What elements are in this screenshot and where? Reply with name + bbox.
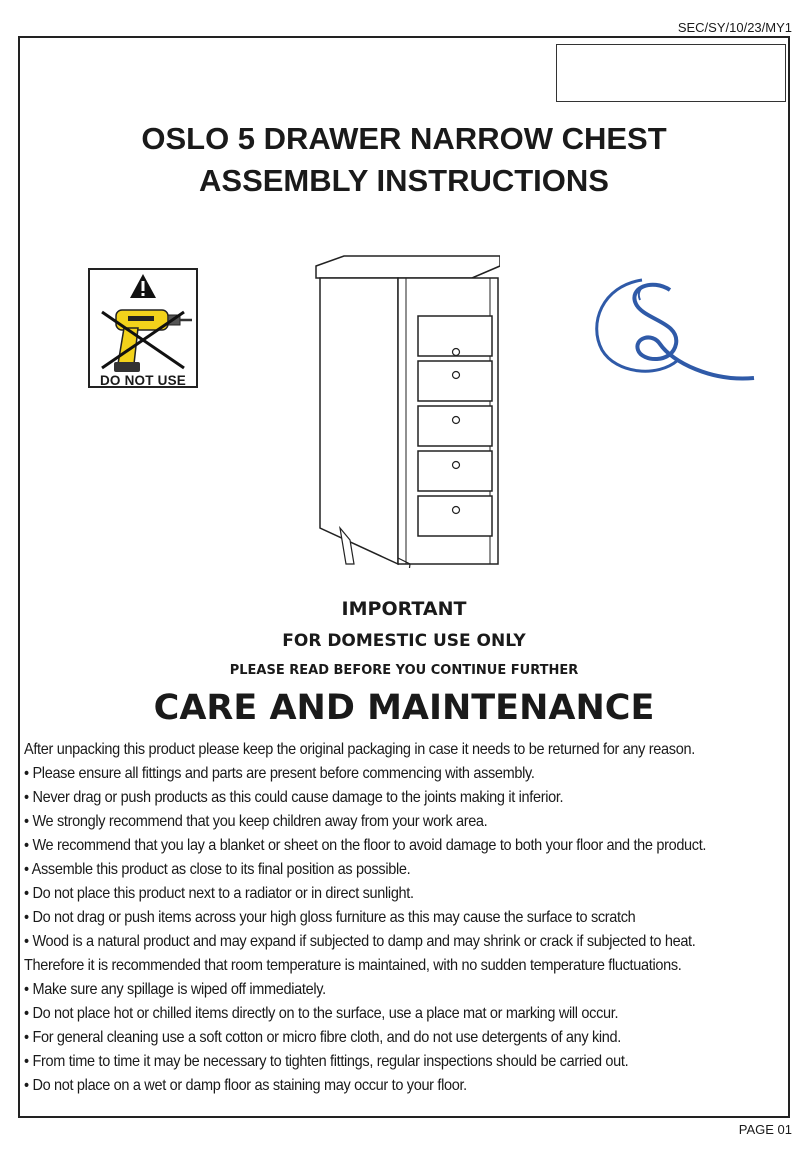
page-number: PAGE 01	[738, 1122, 792, 1137]
care-line: • Assemble this product as close to its final position as possible.	[24, 861, 411, 878]
no-drill-icon	[88, 268, 198, 388]
title-line-2: ASSEMBLY INSTRUCTIONS	[199, 163, 609, 198]
care-line: • For general cleaning use a soft cotton or micro fibre cloth, and do not use detergents of any kind.	[24, 1029, 621, 1046]
care-line: • We recommend that you lay a blanket or sheet on the floor to avoid damage to both your floor and the product.	[24, 837, 707, 854]
power-tool-warning	[88, 268, 198, 388]
care-line: After unpacking this product please keep the original packaging in case it needs to be returned for any reason.	[24, 741, 695, 758]
care-line: • Never drag or push products as this could cause damage to the joints making it inferior.	[24, 789, 564, 806]
care-line: • From time to time it may be necessary to tighten fittings, regular inspections should be carried out.	[24, 1053, 629, 1070]
care-line: • Do not place on a wet or damp floor as staining may occur to your floor.	[24, 1077, 467, 1094]
blank-label-box	[556, 44, 786, 102]
warning-label: DO NOT USE	[99, 373, 186, 388]
title-line-1: OSLO 5 DRAWER NARROW CHEST	[141, 121, 667, 156]
care-line: • Make sure any spillage is wiped off immediately.	[24, 981, 326, 998]
care-line: Therefore it is recommended that room temperature is maintained, with no sudden temperature fluctuations.	[24, 957, 682, 974]
important-heading: IMPORTANT	[341, 598, 467, 620]
care-line: • We strongly recommend that you keep children away from your work area.	[24, 813, 488, 830]
domestic-use-notice: FOR DOMESTIC USE ONLY	[282, 631, 526, 651]
read-before-notice: PLEASE READ BEFORE YOU CONTINUE FURTHER	[229, 663, 579, 678]
brand-logo	[582, 274, 760, 384]
chest-illustration	[310, 228, 500, 568]
page-title	[20, 118, 788, 202]
document-code: SEC/SY/10/23/MY1	[677, 20, 792, 35]
care-heading: CARE AND MAINTENANCE	[153, 688, 655, 728]
care-instructions	[24, 738, 735, 1098]
care-line: • Do not drag or push items across your high gloss furniture as this may cause the surface to scratch	[24, 909, 636, 926]
care-line: • Please ensure all fittings and parts are present before commencing with assembly.	[24, 765, 535, 782]
care-line: • Wood is a natural product and may expand if subjected to damp and may shrink or crack if subjected to heat.	[24, 933, 696, 950]
care-line: • Do not place this product next to a radiator or in direct sunlight.	[24, 885, 414, 902]
care-line: • Do not place hot or chilled items directly on to the surface, use a place mat or marking will occur.	[24, 1005, 619, 1022]
page-frame	[18, 36, 790, 1118]
